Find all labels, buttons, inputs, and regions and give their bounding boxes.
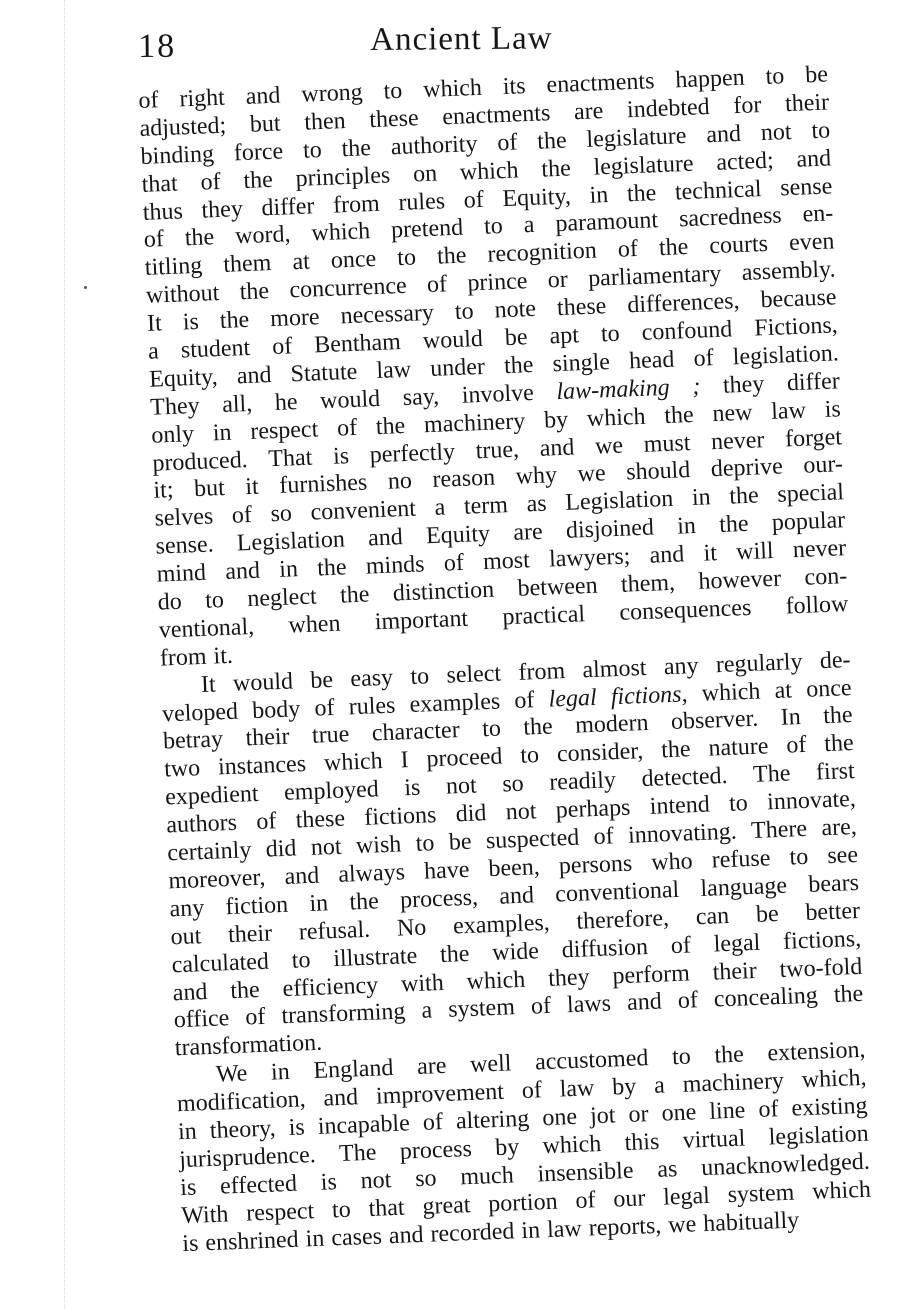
text-line: two instances which I proceed to consider, the nature of the [163,730,855,783]
text-line: titling them at once to the recognition of the courts even [144,228,835,282]
text-line: mind and in the minds of most lawyers; and it will never [156,535,847,588]
text-line: With respect to that great portion of our legal system which [180,1176,872,1229]
text-line: selves of so convenient a term as Legislation in the special [154,479,845,533]
page-number: 18 [138,27,177,65]
margin-speck [84,286,87,289]
text-line: in theory, is incapable of altering one jot or one line of existing [177,1092,868,1146]
text-line: certainly did not wish to be suspected of innovating. There are, [166,814,858,867]
text-line: out their refusal. No examples, therefore, can be better [170,897,861,951]
paragraph [160,647,864,1064]
text-line: and the efficiency with which they perform their two-fold [172,953,863,1006]
text-line: thus they differ from rules of Equity, in the technical sense [142,172,833,226]
text-line: It would be easy to select from almost any regularly de- [200,646,851,698]
text-line: that of the principles on which the legislature acted; and [141,145,832,198]
text-line: veloped body of rules examples of legal fictions, which at once [161,674,852,728]
text-line: adjusted; but then these enactments are indebted for their [139,89,830,142]
text-line: expedient employed is not so readily detected. The first [164,758,856,811]
text-line: modification, and improvement of law by a machinery which, [176,1064,867,1118]
text-line: binding force to the authority of the legislature and not to [140,117,831,170]
text-line: office of transforming a system of laws and of concealing the [173,981,864,1034]
text-line: moreover, and always have been, persons who refuse to see [167,841,859,895]
text-line: sense. Legislation and Equity are disjoined in the popular [155,507,846,560]
paragraph [175,1037,872,1259]
text-line: calculated to illustrate the wide diffusion of legal fictions, [171,925,862,978]
text-line: They all, he would say, involve law-making ; they differ [149,368,841,421]
text-line: is enshrined in cases and recorded in law reports, we habitually [181,1206,800,1257]
text-line: any fiction in the process, and conventional language bears [169,869,860,923]
text-line: without the concurrence of prince or parliamentary assembly. [145,256,836,310]
text-line: We in England are well accustomed to the extension, [215,1036,866,1088]
text-line: ventional, when important practical consequences follow [158,591,849,644]
text-line: from it. [159,642,234,672]
text-line: It is the more necessary to note these differences, because [146,284,837,337]
text-line: it; but it furnishes no reason why we should deprive our- [152,451,844,505]
text-line: of right and wrong to which its enactments happen to be [138,61,829,114]
text-line: produced. That is perfectly true, and we must never forget [151,423,843,477]
text-line: only in respect of the machinery by which the new law is [150,395,842,449]
text-line: of the word, which pretend to a paramount sacredness en- [143,200,834,254]
scan-edge-line [64,0,66,1309]
running-title: Ancient Law [370,20,553,58]
text-line: betray their true character to the modern observer. In the [162,702,854,755]
page-header [138,16,818,65]
text-line: is effected is not so much insensible as unacknowledged. [179,1148,871,1201]
body-text [138,62,872,1259]
text-line: authors of these fictions did not perhaps intend to innovate, [165,786,857,839]
text-line: do to neglect the distinction between them, however con- [157,563,848,616]
text-line: Equity, and Statute law under the single head of legislation. [148,340,840,393]
text-line: jurisprudence. The process by which this virtual legislation [178,1120,870,1174]
text-line: a student of Bentham would be apt to confound Fictions, [147,312,839,365]
paragraph [138,62,850,674]
text-line: transformation. [174,1029,323,1062]
